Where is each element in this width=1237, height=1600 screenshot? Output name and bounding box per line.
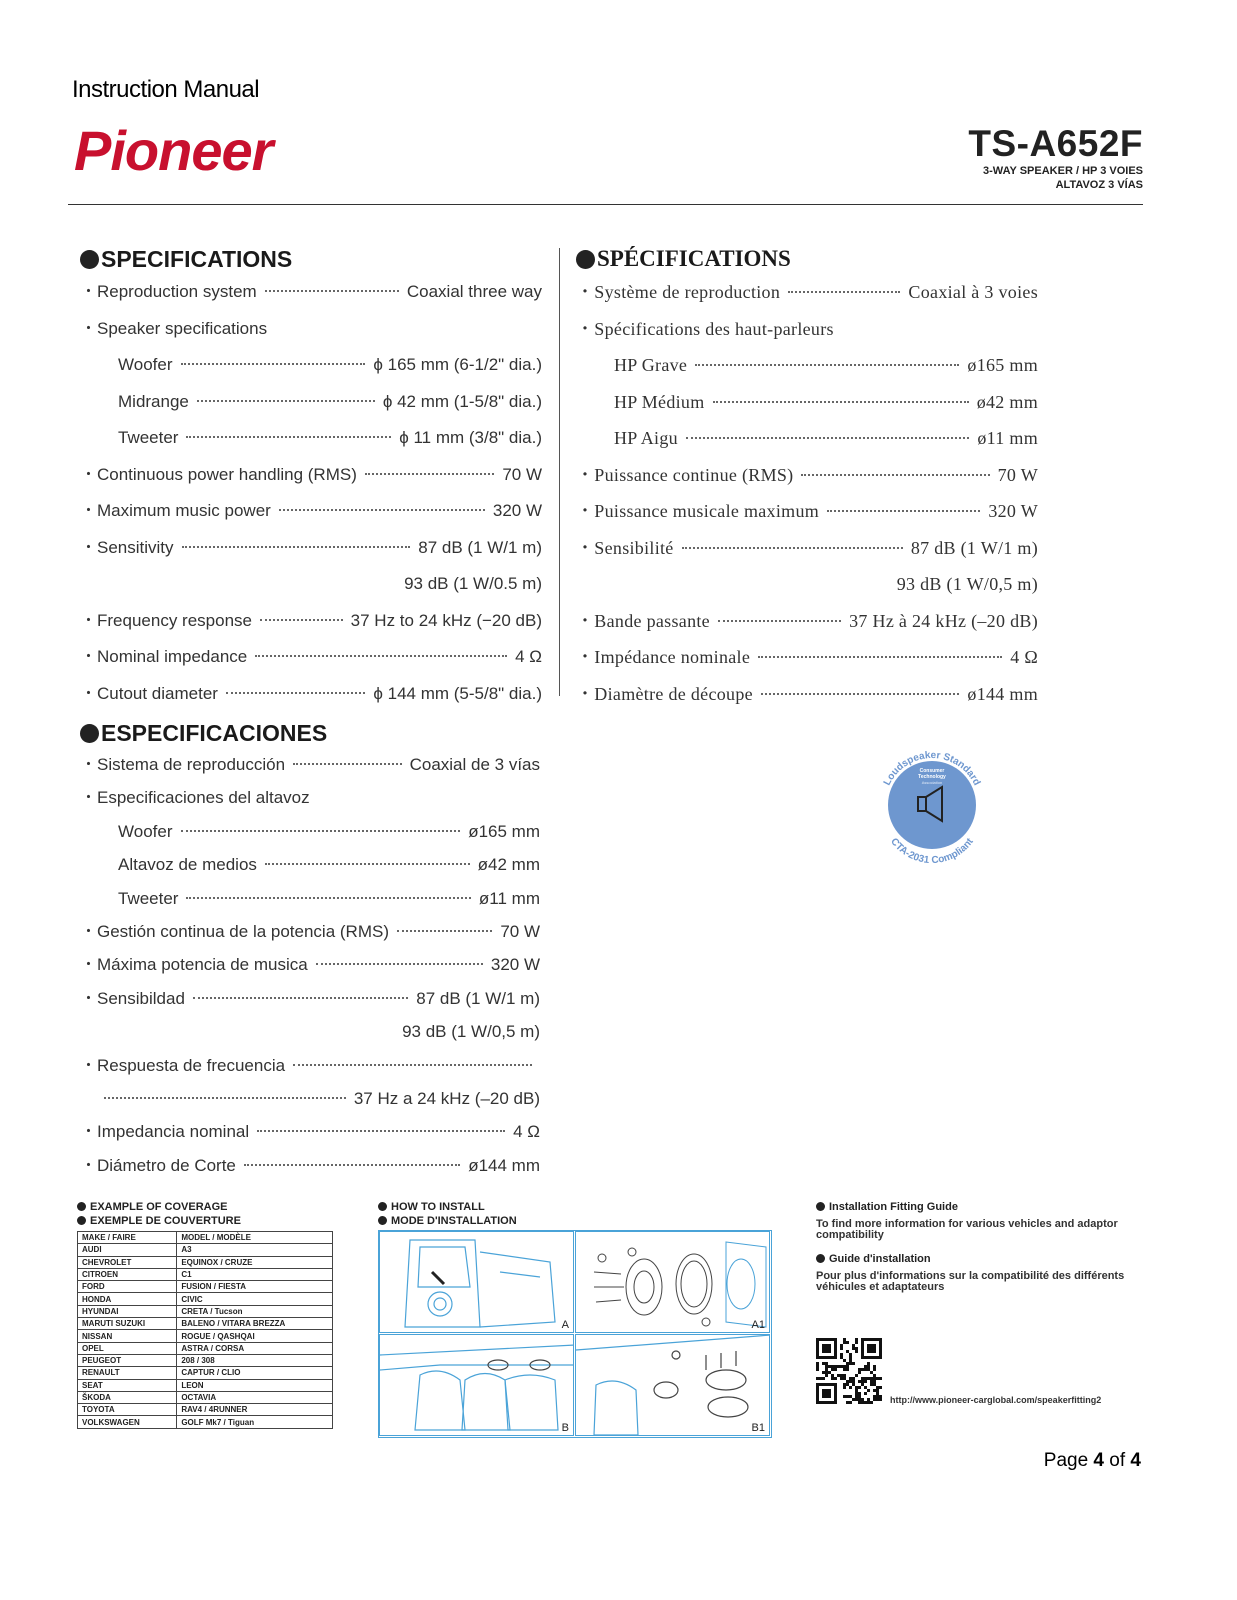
dot-leader: [279, 509, 485, 511]
table-row: [78, 1416, 333, 1428]
spec-row: [80, 566, 542, 603]
dot-leader: [713, 401, 969, 403]
dot-leader: [260, 619, 343, 621]
spec-section-fr: [576, 244, 1038, 712]
logo-text: Pioneer: [74, 124, 273, 178]
spec-label: ・Máxima potencia de musica: [80, 955, 308, 975]
spec-value: 4 Ω: [515, 647, 542, 666]
spec-label: ・Respuesta de frecuencia: [80, 1055, 286, 1075]
dot-leader: [181, 830, 461, 832]
dot-leader: [758, 656, 1002, 658]
spec-label: ・Diámetro de Corte: [80, 1155, 236, 1175]
dot-leader: [293, 1064, 532, 1066]
make-cell: AUDI: [78, 1244, 177, 1256]
model-cell: CRETA / Tucson: [177, 1305, 333, 1317]
spec-row: [576, 311, 1038, 348]
dot-leader: [265, 290, 399, 292]
make-cell: RENAULT: [78, 1367, 177, 1379]
spec-value: ϕ 144 mm (5-5/8" dia.): [373, 683, 542, 703]
spec-row: [576, 603, 1038, 640]
table-row: [78, 1330, 333, 1342]
dot-leader: [255, 655, 507, 657]
make-cell: SEAT: [78, 1379, 177, 1391]
spec-row: [80, 882, 540, 915]
model-cell: A3: [177, 1244, 333, 1256]
spec-value: 87 dB (1 W/1 m): [418, 537, 542, 557]
dot-leader: [181, 363, 366, 365]
spec-value: 4 Ω: [513, 1122, 540, 1142]
spec-label: HP Grave: [614, 355, 688, 375]
spec-value: Coaxial à 3 voies: [908, 282, 1038, 302]
model-cell: BALENO / VITARA BREZZA: [177, 1318, 333, 1330]
dot-leader: [104, 1097, 346, 1099]
spec-row: [80, 781, 540, 814]
column-divider: [559, 248, 560, 696]
table-row: [78, 1318, 333, 1330]
spec-row: [576, 566, 1038, 603]
spec-row: [576, 384, 1038, 421]
spec-value: 93 dB (1 W/0,5 m): [402, 1022, 540, 1042]
spec-row: [80, 676, 542, 713]
spec-value: ø144 mm: [967, 683, 1038, 704]
bullet-icon: [576, 250, 595, 269]
spec-row: [576, 639, 1038, 676]
spec-value: ϕ 11 mm (3/8" dia.): [399, 428, 542, 447]
spec-row: [576, 530, 1038, 567]
table-row: [78, 1244, 333, 1256]
dot-leader: [365, 473, 494, 475]
spec-row: [80, 420, 542, 457]
guide-text-en: To find more information for various vehicles and adaptor compatibility: [816, 1218, 1118, 1241]
model-cell: EQUINOX / CRUZE: [177, 1256, 333, 1268]
dot-leader: [226, 692, 365, 694]
make-cell: CHEVROLET: [78, 1256, 177, 1268]
install-panel-a1: [575, 1231, 770, 1333]
spec-label: ・Maximum music power: [80, 501, 271, 520]
install-heading: HOW TO INSTALL MODE D'INSTALLATION: [378, 1200, 517, 1228]
spec-value: 70 W: [502, 464, 542, 484]
panel-label: A: [561, 1319, 569, 1331]
dot-leader: [244, 1164, 460, 1166]
spec-section-en: [80, 244, 542, 712]
spec-value: 87 dB (1 W/1 m): [416, 988, 540, 1008]
panel-label: A1: [751, 1319, 765, 1331]
model-cell: 208 / 308: [177, 1354, 333, 1366]
dot-leader: [788, 291, 900, 293]
spec-row: [80, 639, 542, 676]
dot-leader: [686, 437, 969, 439]
spec-row: [80, 915, 540, 948]
model-cell: FUSION / FIESTA: [177, 1281, 333, 1293]
spec-row: [576, 457, 1038, 494]
spec-value: 37 Hz a 24 kHz (–20 dB): [353, 1088, 540, 1108]
guide-title-fr: Guide d'installation: [829, 1253, 931, 1265]
make-cell: NISSAN: [78, 1330, 177, 1342]
spec-label: ・Cutout diameter: [80, 683, 218, 703]
spec-row: [80, 1149, 540, 1182]
spec-value: 93 dB (1 W/0.5 m): [404, 574, 542, 593]
spec-label: Woofer: [118, 355, 173, 374]
dot-leader: [761, 693, 959, 695]
spec-value: 320 W: [988, 501, 1038, 521]
document-label: Instruction Manual: [72, 76, 260, 103]
spec-row: [80, 603, 542, 640]
cta-compliance-badge: [872, 745, 992, 872]
spec-value: 87 dB (1 W/1 m): [910, 537, 1038, 558]
spec-value: ø42 mm: [477, 855, 540, 875]
dot-leader: [682, 547, 903, 549]
bullet-icon: [80, 724, 99, 743]
make-cell: VOLKSWAGEN: [78, 1416, 177, 1428]
spec-label: ・Bande passante: [576, 610, 710, 631]
model-cell: C1: [177, 1268, 333, 1280]
spec-row: [576, 493, 1038, 530]
spec-value: ø165 mm: [967, 355, 1038, 375]
model-name: TS-A652F: [968, 123, 1143, 164]
panel-label: B: [561, 1422, 569, 1434]
column-header: MODEL / MODÈLE: [177, 1232, 333, 1244]
install-diagram: [378, 1230, 772, 1438]
spec-title-es: ESPECIFICACIONES: [80, 718, 540, 748]
dot-leader: [257, 1130, 505, 1132]
spec-section-es: [80, 718, 540, 1182]
spec-label: Woofer: [118, 821, 173, 841]
qr-code[interactable]: [816, 1338, 882, 1409]
spec-label: ・Sensibilité: [576, 537, 674, 558]
header-divider: [68, 204, 1143, 205]
spec-value: 4 Ω: [1010, 647, 1038, 667]
model-block: [968, 124, 1143, 192]
model-cell: LEON: [177, 1379, 333, 1391]
spec-title-fr: SPÉCIFICATIONS: [576, 244, 1038, 274]
spec-value: 70 W: [500, 921, 540, 941]
spec-label: Midrange: [118, 391, 189, 411]
spec-label: ・Especificaciones del altavoz: [80, 788, 310, 808]
table-row: [78, 1256, 333, 1268]
badge-arc-bottom: CTA-2031 Compliant: [888, 836, 976, 867]
guide-url[interactable]: http://www.pioneer-carglobal.com/speakerfitting2: [890, 1395, 1102, 1405]
badge-arc-top: Loudspeaker Standard: [881, 749, 983, 788]
spec-row: [80, 384, 542, 421]
dot-leader: [801, 474, 989, 476]
dot-leader: [265, 863, 470, 865]
spec-row: [80, 815, 540, 848]
spec-label: ・Frequency response: [80, 610, 252, 630]
spec-label: ・Reproduction system: [80, 282, 257, 301]
dot-leader: [293, 763, 402, 765]
spec-label: Tweeter: [118, 428, 179, 447]
spec-row: [576, 274, 1038, 311]
spec-title-en: SPECIFICATIONS: [80, 244, 542, 274]
dot-leader: [197, 400, 375, 402]
spec-value: ϕ 42 mm (1-5/8" dia.): [382, 391, 542, 411]
model-cell: CIVIC: [177, 1293, 333, 1305]
spec-value: 37 Hz to 24 kHz (−20 dB): [350, 610, 542, 630]
spec-value: Coaxial three way: [406, 282, 542, 301]
spec-list-en: [80, 274, 542, 712]
spec-row: [80, 347, 542, 384]
guide-title-en: Installation Fitting Guide: [829, 1201, 958, 1213]
dot-leader: [316, 963, 483, 965]
spec-row: [576, 420, 1038, 457]
spec-label: ・Gestión continua de la potencia (RMS): [80, 921, 389, 941]
model-cell: CAPTUR / CLIO: [177, 1367, 333, 1379]
make-cell: ŠKODA: [78, 1391, 177, 1403]
model-cell: GOLF Mk7 / Tiguan: [177, 1416, 333, 1428]
badge-line-2: Technology: [918, 774, 946, 780]
coverage-table: [77, 1231, 333, 1429]
spec-label: HP Médium: [614, 391, 705, 412]
spec-row: [80, 457, 542, 494]
make-cell: HYUNDAI: [78, 1305, 177, 1317]
dot-leader: [397, 930, 492, 932]
column-header: MAKE / FAIRE: [78, 1232, 177, 1244]
spec-label: ・Puissance musicale maximum: [576, 501, 820, 521]
spec-label: ・Spécifications des haut-parleurs: [576, 318, 834, 339]
spec-label: ・Sistema de reproducción: [80, 755, 286, 774]
spec-label: ・Diamètre de découpe: [576, 683, 753, 704]
spec-row: [576, 347, 1038, 384]
spec-value: ø11 mm: [478, 888, 540, 908]
spec-label: ・Impedancia nominal: [80, 1122, 250, 1142]
spec-value: 320 W: [490, 955, 540, 975]
spec-value: ø144 mm: [468, 1155, 540, 1175]
table-row: [78, 1342, 333, 1354]
spec-label: ・Système de reproduction: [576, 282, 781, 302]
model-cell: OCTAVIA: [177, 1391, 333, 1403]
spec-label: ・Sensibildad: [80, 988, 185, 1008]
spec-row: [80, 1082, 540, 1115]
table-row: [78, 1305, 333, 1317]
table-row: [78, 1268, 333, 1280]
spec-value: ϕ 165 mm (6-1/2" dia.): [373, 355, 542, 374]
spec-row: [80, 948, 540, 981]
make-cell: OPEL: [78, 1342, 177, 1354]
table-row: [78, 1391, 333, 1403]
spec-value: 37 Hz à 24 kHz (–20 dB): [849, 610, 1038, 631]
table-row: [78, 1379, 333, 1391]
spec-label: Altavoz de medios: [118, 855, 257, 875]
bullet-icon: [80, 250, 99, 269]
make-cell: PEUGEOT: [78, 1354, 177, 1366]
spec-row: [576, 676, 1038, 713]
spec-row: [80, 311, 542, 348]
install-panel-b1: [575, 1334, 770, 1436]
spec-row: [80, 274, 542, 311]
make-cell: FORD: [78, 1281, 177, 1293]
coverage-heading: EXAMPLE OF COVERAGE EXEMPLE DE COUVERTURE: [77, 1200, 241, 1228]
spec-label: ・Sensitivity: [80, 537, 174, 557]
spec-row: [80, 1015, 540, 1048]
badge-line-1: Consumer: [919, 768, 945, 774]
dot-leader: [193, 997, 408, 999]
table-row: [78, 1293, 333, 1305]
table-row: [78, 1281, 333, 1293]
spec-label: ・Puissance continue (RMS): [576, 464, 794, 485]
spec-row: [80, 982, 540, 1015]
make-cell: TOYOTA: [78, 1404, 177, 1416]
badge-line-3: Association: [921, 780, 943, 785]
spec-value: Coaxial de 3 vías: [409, 755, 540, 774]
dot-leader: [186, 897, 470, 899]
spec-label: ・Speaker specifications: [80, 318, 268, 338]
spec-label: ・Nominal impedance: [80, 647, 248, 666]
spec-row: [80, 748, 540, 781]
spec-list-es: [80, 748, 540, 1182]
install-panel-a: [379, 1231, 574, 1333]
spec-row: [80, 1049, 540, 1082]
spec-list-fr: [576, 274, 1038, 712]
spec-row: [80, 848, 540, 881]
page-number: Page 4 of 4: [1043, 1450, 1141, 1471]
spec-row: [80, 1115, 540, 1148]
pioneer-logo: [72, 124, 402, 183]
table-row: [78, 1354, 333, 1366]
make-cell: MARUTI SUZUKI: [78, 1318, 177, 1330]
spec-row: [80, 493, 542, 530]
spec-row: [80, 530, 542, 567]
model-subtitle-1: 3-WAY SPEAKER / HP 3 VOIES: [983, 165, 1143, 177]
spec-label: ・Impédance nominale: [576, 647, 751, 667]
spec-value: ø11 mm: [977, 428, 1038, 448]
dot-leader: [695, 364, 959, 366]
spec-value: 93 dB (1 W/0,5 m): [896, 574, 1038, 594]
spec-label: HP Aigu: [614, 428, 678, 448]
table-row: [78, 1367, 333, 1379]
installation-guide: [816, 1200, 1146, 1293]
spec-value: ø42 mm: [976, 391, 1038, 412]
table-row: [78, 1404, 333, 1416]
model-cell: ASTRA / CORSA: [177, 1342, 333, 1354]
spec-value: 320 W: [492, 501, 542, 520]
dot-leader: [827, 510, 980, 512]
guide-text-fr: Pour plus d'informations sur la compatibilité des différents véhicules et adaptateurs: [816, 1270, 1125, 1293]
spec-value: ø165 mm: [468, 821, 540, 841]
make-cell: CITROEN: [78, 1268, 177, 1280]
dot-leader: [718, 620, 841, 622]
panel-label: B1: [751, 1422, 765, 1434]
spec-label: Tweeter: [118, 888, 179, 908]
spec-label: ・Continuous power handling (RMS): [80, 464, 357, 484]
dot-leader: [186, 436, 391, 438]
dot-leader: [182, 546, 411, 548]
spec-value: 70 W: [997, 464, 1038, 485]
model-subtitle-2: ALTAVOZ 3 VÍAS: [1055, 179, 1143, 191]
make-cell: HONDA: [78, 1293, 177, 1305]
model-cell: ROGUE / QASHQAI: [177, 1330, 333, 1342]
install-panel-b: [379, 1334, 574, 1436]
model-cell: RAV4 / 4RUNNER: [177, 1404, 333, 1416]
